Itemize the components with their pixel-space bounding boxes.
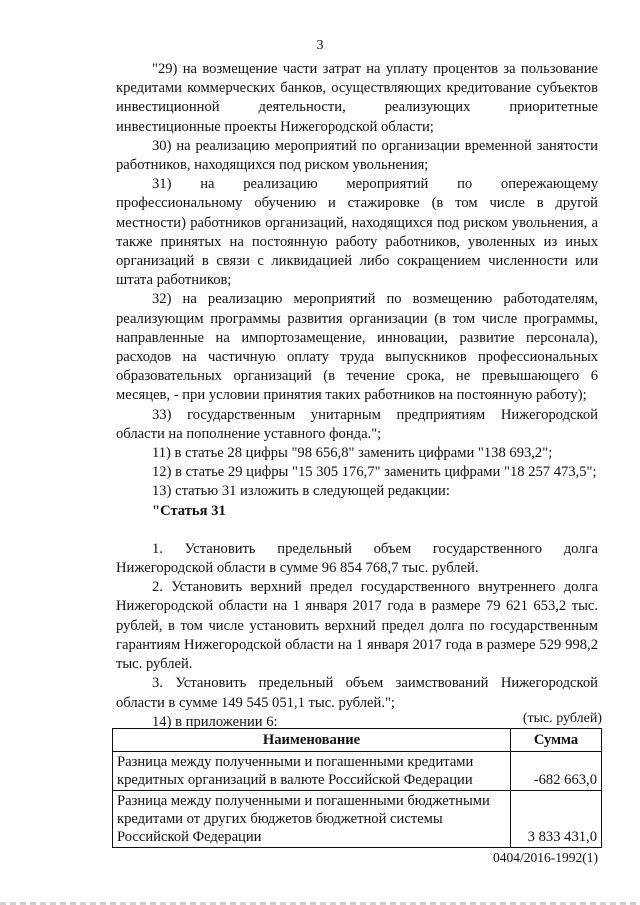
paragraph-item-30: 30) на реализацию мероприятий по организации временной занятости работников, находящихся под риском увольнения; bbox=[116, 137, 598, 174]
amendment-12: 12) в статье 29 цифры "15 305 176,7" заменить цифрами "18 257 473,5"; bbox=[152, 464, 597, 481]
page-number: 3 bbox=[316, 38, 324, 53]
article-31-point-1: 1. Установить предельный объем государственного долга Нижегородской области в сумме 96 854 768,7 тыс. рублей. bbox=[116, 540, 598, 577]
table-unit-label: (тыс. рублей) bbox=[522, 711, 602, 726]
amendment-14: 14) в приложении 6: bbox=[152, 713, 278, 730]
paragraph-item-32: 32) на реализацию мероприятий по возмещению работодателям, реализующим программы развития организации (в том числе программы, направленные на импортозамещение, инновации, развитие персонала), расходов на частичную оплату труда выпускников профессиональных образовательных организаций (в течение срока, не превышающего 6 месяцев, - при условии принятия таких работников на постоянную работу); bbox=[116, 291, 598, 404]
column-header-name: Наименование bbox=[113, 729, 511, 752]
amendment-13: 13) статью 31 изложить в следующей редакции: bbox=[152, 483, 450, 500]
paragraph-item-33: 33) государственным унитарным предприятиям Нижегородской области на пополнение уставного фонда."; bbox=[116, 406, 598, 442]
article-31-heading: "Статья 31 bbox=[152, 502, 226, 519]
row-sum-cell: -682 663,0 bbox=[511, 752, 602, 791]
paragraph-item-31: 31) на реализацию мероприятий по опережающему профессиональному обучению и стажировке (в том числе в другой местности) работников организаций, находящихся под риском увольнения, а также принятых на постоянную работу работников, уволенных из иных организаций в связи с ликвидацией либо сокращением численности или штата работников; bbox=[116, 176, 598, 289]
table-row bbox=[113, 791, 602, 848]
article-31-point-2: 2. Установить верхний предел государственного внутреннего долга Нижегородской области на 1 января 2017 года в размере 79 621 653,2 тыс. рублей, в том числе установить верхний предел долга по государственным гарантиям Нижегородской области на 1 января 2017 года в размере 529 998,2 тыс. рублей. bbox=[116, 579, 598, 673]
appendix-6-table bbox=[112, 728, 602, 848]
article-31-point-3: 3. Установить предельный объем заимствований Нижегородской области в сумме 149 545 051,1 тыс. рублей."; bbox=[116, 675, 598, 711]
table-header-row bbox=[113, 729, 602, 752]
row-name-cell: Разница между полученными и погашенными бюджетными кредитами от других бюджетов бюджетной системы Российской Федерации bbox=[113, 791, 511, 848]
amendment-11: 11) в статье 28 цифры "98 656,8" заменить цифрами "138 693,2"; bbox=[152, 445, 553, 462]
row-name-cell: Разница между полученными и погашенными кредитами кредитных организаций в валюте Российской Федерации bbox=[113, 752, 511, 791]
row-sum-cell: 3 833 431,0 bbox=[511, 791, 602, 848]
table-row bbox=[113, 752, 602, 791]
document-body bbox=[116, 60, 598, 732]
paragraph-item-29: "29) на возмещение части затрат на уплату процентов за пользование кредитами коммерческих банков, осуществляющих кредитование субъектов инвестиционной деятельности, реализующих приоритетные инвестиционные проекты Нижегородской области; bbox=[116, 61, 598, 135]
document-code: 0404/2016-1992(1) bbox=[493, 850, 598, 865]
column-header-sum: Сумма bbox=[511, 729, 602, 752]
